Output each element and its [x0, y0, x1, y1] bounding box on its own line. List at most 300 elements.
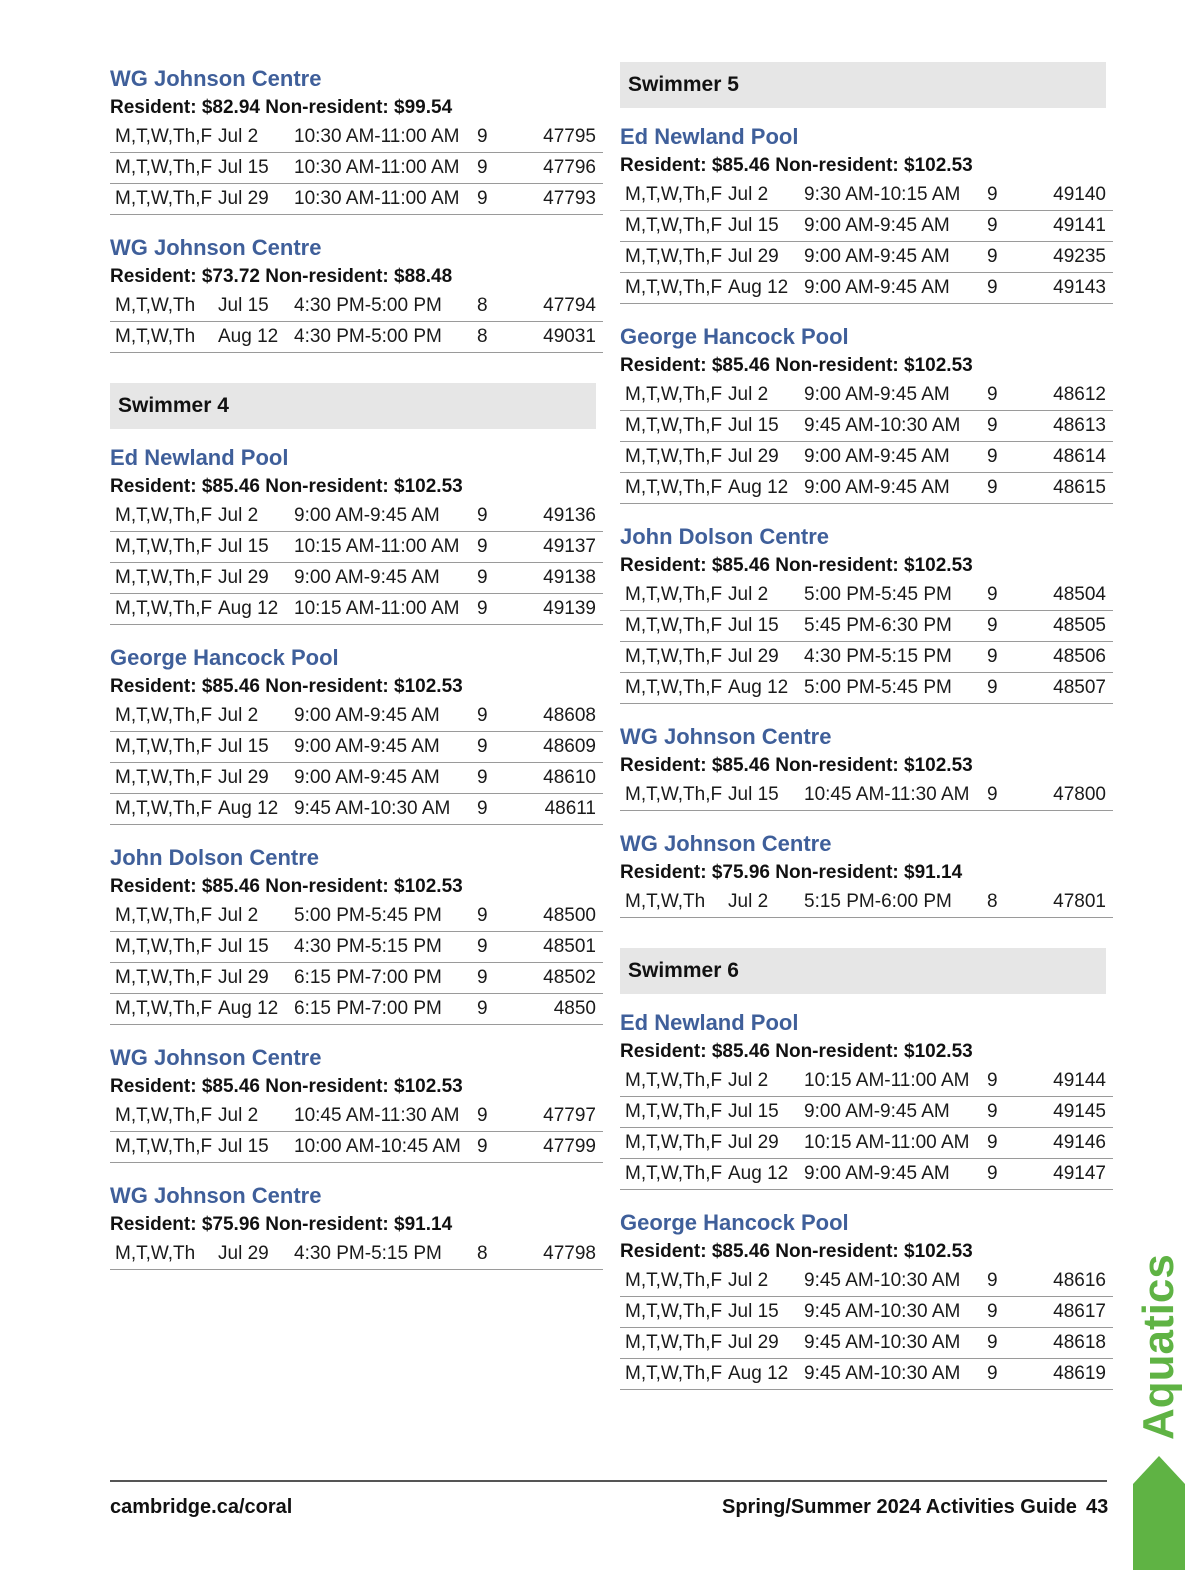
start-date: Aug 12 — [218, 794, 294, 825]
class-days: M,T,W,Th,F — [620, 1066, 728, 1097]
table-row — [110, 1239, 603, 1270]
venue-section — [620, 522, 1106, 720]
section-tab-arrow-icon — [1133, 1456, 1185, 1570]
session-count: 9 — [477, 794, 522, 825]
venue-section — [620, 322, 1106, 520]
price-line: Resident: $75.96 Non-resident: $91.14 — [620, 862, 963, 883]
session-count: 9 — [987, 211, 1032, 242]
session-count: 9 — [477, 732, 522, 763]
class-time: 9:00 AM-9:45 AM — [804, 442, 987, 473]
table-row — [620, 780, 1113, 811]
session-count: 9 — [987, 1359, 1032, 1390]
class-days: M,T,W,Th — [110, 322, 218, 353]
class-days: M,T,W,Th,F — [620, 180, 728, 211]
start-date: Jul 29 — [218, 563, 294, 594]
price-line: Resident: $85.46 Non-resident: $102.53 — [620, 155, 973, 176]
class-days: M,T,W,Th,F — [620, 580, 728, 611]
venue-name: George Hancock Pool — [110, 645, 339, 670]
venue-name: WG Johnson Centre — [110, 1045, 322, 1070]
price-line: Resident: $75.96 Non-resident: $91.14 — [110, 1214, 453, 1235]
start-date: Jul 29 — [218, 184, 294, 215]
class-time: 9:45 AM-10:30 AM — [804, 1359, 987, 1390]
course-code: 48502 — [522, 963, 603, 994]
session-count: 9 — [987, 642, 1032, 673]
schedule-table — [110, 701, 603, 825]
class-days: M,T,W,Th,F — [110, 184, 218, 215]
class-days: M,T,W,Th,F — [620, 673, 728, 704]
section-spacer — [110, 353, 596, 383]
start-date: Jul 15 — [218, 291, 294, 322]
right-column — [620, 62, 1106, 1390]
start-date: Jul 15 — [728, 211, 804, 242]
session-count: 9 — [477, 184, 522, 215]
class-time: 9:45 AM-10:30 AM — [804, 1266, 987, 1297]
venue-section — [620, 829, 1106, 918]
class-days: M,T,W,Th,F — [110, 932, 218, 963]
table-row — [110, 901, 603, 932]
class-days: M,T,W,Th,F — [110, 594, 218, 625]
class-time: 10:45 AM-11:30 AM — [294, 1101, 477, 1132]
venue-name: John Dolson Centre — [620, 524, 830, 549]
session-count: 9 — [987, 1328, 1032, 1359]
class-days: M,T,W,Th,F — [620, 1266, 728, 1297]
session-count: 9 — [477, 122, 522, 153]
course-code: 49235 — [1032, 242, 1113, 273]
section-spacer — [620, 504, 1106, 520]
class-time: 9:00 AM-9:45 AM — [294, 732, 477, 763]
start-date: Jul 2 — [728, 380, 804, 411]
start-date: Jul 29 — [218, 963, 294, 994]
course-code: 48618 — [1032, 1328, 1113, 1359]
price-line: Resident: $85.46 Non-resident: $102.53 — [620, 555, 973, 576]
price-line: Resident: $85.46 Non-resident: $102.53 — [110, 476, 463, 497]
start-date: Jul 29 — [728, 1328, 804, 1359]
session-count: 9 — [477, 563, 522, 594]
price-line: Resident: $85.46 Non-resident: $102.53 — [620, 755, 973, 776]
start-date: Jul 2 — [218, 1101, 294, 1132]
class-days: M,T,W,Th,F — [110, 963, 218, 994]
table-row — [110, 291, 603, 322]
table-row — [110, 1101, 603, 1132]
venue-name: Ed Newland Pool — [620, 124, 799, 149]
class-time: 4:30 PM-5:00 PM — [294, 322, 477, 353]
course-code: 48610 — [522, 763, 603, 794]
start-date: Jul 15 — [728, 1097, 804, 1128]
price-line: Resident: $85.46 Non-resident: $102.53 — [620, 1241, 973, 1262]
schedule-table — [110, 1101, 603, 1163]
class-days: M,T,W,Th,F — [110, 763, 218, 794]
start-date: Jul 29 — [728, 642, 804, 673]
session-count: 9 — [987, 580, 1032, 611]
venue-section — [110, 1043, 596, 1179]
start-date: Jul 15 — [218, 1132, 294, 1163]
class-time: 10:00 AM-10:45 AM — [294, 1132, 477, 1163]
table-row — [110, 184, 603, 215]
table-row — [620, 1297, 1113, 1328]
course-code: 47797 — [522, 1101, 603, 1132]
session-count: 9 — [987, 442, 1032, 473]
price-line: Resident: $85.46 Non-resident: $102.53 — [110, 676, 463, 697]
price-line: Resident: $85.46 Non-resident: $102.53 — [110, 876, 463, 897]
price-line: Resident: $85.46 Non-resident: $102.53 — [620, 355, 973, 376]
footer-divider — [110, 1480, 1107, 1482]
start-date: Jul 2 — [218, 701, 294, 732]
table-row — [620, 1066, 1113, 1097]
session-count: 9 — [477, 701, 522, 732]
section-label: Aquatics — [1134, 1254, 1183, 1440]
class-time: 9:00 AM-9:45 AM — [804, 1097, 987, 1128]
venue-name: WG Johnson Centre — [110, 235, 322, 260]
section-spacer — [110, 1163, 596, 1179]
course-code: 49031 — [522, 322, 603, 353]
course-code: 49137 — [522, 532, 603, 563]
table-row — [110, 594, 603, 625]
session-count: 9 — [477, 763, 522, 794]
table-row — [620, 380, 1113, 411]
class-days: M,T,W,Th,F — [620, 442, 728, 473]
section-spacer — [620, 1190, 1106, 1206]
start-date: Aug 12 — [218, 594, 294, 625]
table-row — [620, 273, 1113, 304]
start-date: Jul 2 — [728, 887, 804, 918]
class-time: 6:15 PM-7:00 PM — [294, 994, 477, 1025]
session-count: 8 — [477, 322, 522, 353]
class-days: M,T,W,Th,F — [620, 611, 728, 642]
start-date: Jul 2 — [728, 580, 804, 611]
start-date: Aug 12 — [728, 1159, 804, 1190]
start-date: Jul 15 — [728, 611, 804, 642]
session-count: 9 — [477, 994, 522, 1025]
course-code: 48615 — [1032, 473, 1113, 504]
class-days: M,T,W,Th,F — [620, 273, 728, 304]
session-count: 9 — [987, 1266, 1032, 1297]
page-number: 43 — [1086, 1496, 1109, 1518]
session-count: 9 — [477, 153, 522, 184]
course-code: 48611 — [522, 794, 603, 825]
session-count: 9 — [987, 780, 1032, 811]
course-code: 47794 — [522, 291, 603, 322]
start-date: Aug 12 — [728, 1359, 804, 1390]
class-time: 9:45 AM-10:30 AM — [804, 411, 987, 442]
class-time: 9:00 AM-9:45 AM — [294, 501, 477, 532]
course-code: 48608 — [522, 701, 603, 732]
course-code: 48507 — [1032, 673, 1113, 704]
course-code: 48619 — [1032, 1359, 1113, 1390]
schedule-table — [110, 901, 603, 1025]
class-time: 9:00 AM-9:45 AM — [804, 273, 987, 304]
class-time: 9:45 AM-10:30 AM — [294, 794, 477, 825]
table-row — [110, 532, 603, 563]
table-row — [620, 1359, 1113, 1390]
class-days: M,T,W,Th,F — [620, 780, 728, 811]
class-days: M,T,W,Th,F — [110, 501, 218, 532]
section-spacer — [620, 918, 1106, 948]
start-date: Jul 2 — [218, 901, 294, 932]
schedule-table — [620, 580, 1113, 704]
class-time: 9:00 AM-9:45 AM — [294, 763, 477, 794]
session-count: 9 — [987, 1097, 1032, 1128]
table-row — [620, 411, 1113, 442]
section-tab-shape — [1133, 1456, 1185, 1570]
course-code: 49144 — [1032, 1066, 1113, 1097]
venue-name: WG Johnson Centre — [620, 724, 832, 749]
table-row — [620, 1328, 1113, 1359]
class-days: M,T,W,Th,F — [620, 473, 728, 504]
class-time: 4:30 PM-5:00 PM — [294, 291, 477, 322]
class-days: M,T,W,Th — [110, 291, 218, 322]
price-line: Resident: $82.94 Non-resident: $99.54 — [110, 97, 453, 118]
session-count: 9 — [477, 532, 522, 563]
course-code: 49139 — [522, 594, 603, 625]
venue-section — [110, 64, 596, 231]
table-row — [620, 580, 1113, 611]
schedule-table — [620, 780, 1113, 811]
session-count: 9 — [987, 673, 1032, 704]
table-row — [620, 887, 1113, 918]
table-row — [620, 1128, 1113, 1159]
session-count: 9 — [987, 1297, 1032, 1328]
venue-section — [110, 443, 596, 641]
venue-name: WG Johnson Centre — [110, 1183, 322, 1208]
class-days: M,T,W,Th,F — [620, 642, 728, 673]
class-days: M,T,W,Th,F — [620, 1128, 728, 1159]
course-code: 47796 — [522, 153, 603, 184]
class-time: 9:45 AM-10:30 AM — [804, 1328, 987, 1359]
table-row — [110, 1132, 603, 1163]
class-days: M,T,W,Th,F — [110, 994, 218, 1025]
table-row — [110, 701, 603, 732]
venue-section — [620, 122, 1106, 320]
course-code: 47800 — [1032, 780, 1113, 811]
class-days: M,T,W,Th,F — [110, 122, 218, 153]
start-date: Jul 15 — [218, 153, 294, 184]
start-date: Jul 2 — [218, 501, 294, 532]
venue-name: Ed Newland Pool — [620, 1010, 799, 1035]
class-days: M,T,W,Th,F — [110, 1101, 218, 1132]
schedule-table — [110, 122, 603, 215]
start-date: Jul 2 — [728, 1066, 804, 1097]
class-time: 9:00 AM-9:45 AM — [804, 1159, 987, 1190]
start-date: Jul 2 — [728, 1266, 804, 1297]
course-code: 48616 — [1032, 1266, 1113, 1297]
class-time: 9:00 AM-9:45 AM — [804, 211, 987, 242]
session-count: 9 — [987, 611, 1032, 642]
class-time: 10:30 AM-11:00 AM — [294, 184, 477, 215]
section-spacer — [620, 811, 1106, 827]
class-time: 4:30 PM-5:15 PM — [804, 642, 987, 673]
course-code: 49143 — [1032, 273, 1113, 304]
swimmer-level-header: Swimmer 6 — [620, 948, 1106, 994]
venue-name: George Hancock Pool — [620, 1210, 849, 1235]
swimmer-level-header: Swimmer 5 — [620, 62, 1106, 108]
table-row — [620, 473, 1113, 504]
class-days: M,T,W,Th — [110, 1239, 218, 1270]
price-line: Resident: $73.72 Non-resident: $88.48 — [110, 266, 453, 287]
class-time: 9:00 AM-9:45 AM — [804, 242, 987, 273]
session-count: 9 — [477, 932, 522, 963]
course-code: 49146 — [1032, 1128, 1113, 1159]
course-code: 4850 — [522, 994, 603, 1025]
venue-name: WG Johnson Centre — [110, 66, 322, 91]
schedule-table — [620, 380, 1113, 504]
class-time: 10:15 AM-11:00 AM — [804, 1066, 987, 1097]
venue-section — [110, 843, 596, 1041]
table-row — [620, 242, 1113, 273]
section-spacer — [110, 625, 596, 641]
class-days: M,T,W,Th,F — [620, 411, 728, 442]
start-date: Jul 29 — [218, 763, 294, 794]
schedule-table — [620, 1266, 1113, 1390]
course-code: 48500 — [522, 901, 603, 932]
class-days: M,T,W,Th,F — [620, 242, 728, 273]
table-row — [620, 211, 1113, 242]
course-code: 48501 — [522, 932, 603, 963]
table-row — [620, 1266, 1113, 1297]
class-days: M,T,W,Th,F — [110, 153, 218, 184]
course-code: 48612 — [1032, 380, 1113, 411]
session-count: 9 — [477, 901, 522, 932]
class-time: 5:00 PM-5:45 PM — [804, 580, 987, 611]
schedule-table — [110, 501, 603, 625]
course-code: 49147 — [1032, 1159, 1113, 1190]
start-date: Aug 12 — [728, 273, 804, 304]
class-time: 10:30 AM-11:00 AM — [294, 122, 477, 153]
venue-section — [620, 1208, 1106, 1390]
course-code: 48504 — [1032, 580, 1113, 611]
session-count: 9 — [987, 1066, 1032, 1097]
table-row — [620, 673, 1113, 704]
start-date: Jul 29 — [728, 442, 804, 473]
session-count: 8 — [477, 291, 522, 322]
session-count: 9 — [987, 1128, 1032, 1159]
course-code: 49145 — [1032, 1097, 1113, 1128]
session-count: 9 — [477, 963, 522, 994]
section-spacer — [110, 825, 596, 841]
class-time: 9:00 AM-9:45 AM — [294, 563, 477, 594]
footer-url-link[interactable]: cambridge.ca/coral — [110, 1496, 293, 1518]
class-days: M,T,W,Th — [620, 887, 728, 918]
session-count: 8 — [987, 887, 1032, 918]
venue-name: George Hancock Pool — [620, 324, 849, 349]
schedule-table — [620, 887, 1113, 918]
class-days: M,T,W,Th,F — [620, 380, 728, 411]
section-spacer — [620, 304, 1106, 320]
start-date: Aug 12 — [218, 994, 294, 1025]
start-date: Jul 15 — [218, 732, 294, 763]
start-date: Jul 2 — [728, 180, 804, 211]
table-row — [110, 563, 603, 594]
class-time: 5:00 PM-5:45 PM — [294, 901, 477, 932]
class-time: 5:00 PM-5:45 PM — [804, 673, 987, 704]
table-row — [110, 963, 603, 994]
venue-name: WG Johnson Centre — [620, 831, 832, 856]
start-date: Jul 15 — [728, 780, 804, 811]
class-days: M,T,W,Th,F — [620, 1359, 728, 1390]
course-code: 49141 — [1032, 211, 1113, 242]
table-row — [110, 794, 603, 825]
start-date: Jul 29 — [728, 1128, 804, 1159]
session-count: 9 — [987, 180, 1032, 211]
course-code: 47795 — [522, 122, 603, 153]
class-time: 6:15 PM-7:00 PM — [294, 963, 477, 994]
table-row — [620, 642, 1113, 673]
start-date: Jul 15 — [218, 932, 294, 963]
class-time: 9:45 AM-10:30 AM — [804, 1297, 987, 1328]
class-time: 10:45 AM-11:30 AM — [804, 780, 987, 811]
start-date: Jul 15 — [728, 1297, 804, 1328]
start-date: Jul 29 — [218, 1239, 294, 1270]
class-days: M,T,W,Th,F — [110, 532, 218, 563]
table-row — [110, 763, 603, 794]
course-code: 48613 — [1032, 411, 1113, 442]
class-time: 10:15 AM-11:00 AM — [294, 594, 477, 625]
table-row — [620, 180, 1113, 211]
session-count: 9 — [477, 501, 522, 532]
venue-section — [110, 233, 596, 353]
class-days: M,T,W,Th,F — [620, 1097, 728, 1128]
class-days: M,T,W,Th,F — [620, 1159, 728, 1190]
class-days: M,T,W,Th,F — [110, 701, 218, 732]
class-days: M,T,W,Th,F — [110, 794, 218, 825]
table-row — [110, 932, 603, 963]
price-line: Resident: $85.46 Non-resident: $102.53 — [620, 1041, 973, 1062]
venue-name: John Dolson Centre — [110, 845, 320, 870]
course-code: 49136 — [522, 501, 603, 532]
table-row — [110, 732, 603, 763]
class-days: M,T,W,Th,F — [620, 211, 728, 242]
venue-section — [110, 1181, 596, 1270]
session-count: 8 — [477, 1239, 522, 1270]
footer-guide-title: Spring/Summer 2024 Activities Guide — [722, 1496, 1077, 1518]
price-line: Resident: $85.46 Non-resident: $102.53 — [110, 1076, 463, 1097]
table-row — [620, 1097, 1113, 1128]
class-time: 9:00 AM-9:45 AM — [804, 380, 987, 411]
section-spacer — [110, 215, 596, 231]
course-code: 47793 — [522, 184, 603, 215]
table-row — [110, 501, 603, 532]
left-column — [110, 62, 596, 1270]
table-row — [620, 442, 1113, 473]
swimmer-level-header: Swimmer 4 — [110, 383, 596, 429]
class-time: 9:00 AM-9:45 AM — [804, 473, 987, 504]
course-code: 48505 — [1032, 611, 1113, 642]
class-days: M,T,W,Th,F — [620, 1297, 728, 1328]
course-code: 48614 — [1032, 442, 1113, 473]
class-days: M,T,W,Th,F — [110, 732, 218, 763]
table-row — [110, 122, 603, 153]
course-code: 48617 — [1032, 1297, 1113, 1328]
schedule-table — [110, 1239, 603, 1270]
class-days: M,T,W,Th,F — [110, 901, 218, 932]
start-date: Aug 12 — [218, 322, 294, 353]
start-date: Jul 15 — [218, 532, 294, 563]
table-row — [620, 1159, 1113, 1190]
venue-section — [110, 643, 596, 841]
venue-section — [620, 722, 1106, 827]
course-code: 47799 — [522, 1132, 603, 1163]
class-time: 5:15 PM-6:00 PM — [804, 887, 987, 918]
start-date: Jul 2 — [218, 122, 294, 153]
class-days: M,T,W,Th,F — [110, 563, 218, 594]
course-code: 48506 — [1032, 642, 1113, 673]
class-time: 9:30 AM-10:15 AM — [804, 180, 987, 211]
class-time: 4:30 PM-5:15 PM — [294, 1239, 477, 1270]
schedule-table — [620, 1066, 1113, 1190]
class-time: 9:00 AM-9:45 AM — [294, 701, 477, 732]
class-time: 4:30 PM-5:15 PM — [294, 932, 477, 963]
section-spacer — [620, 704, 1106, 720]
start-date: Aug 12 — [728, 473, 804, 504]
